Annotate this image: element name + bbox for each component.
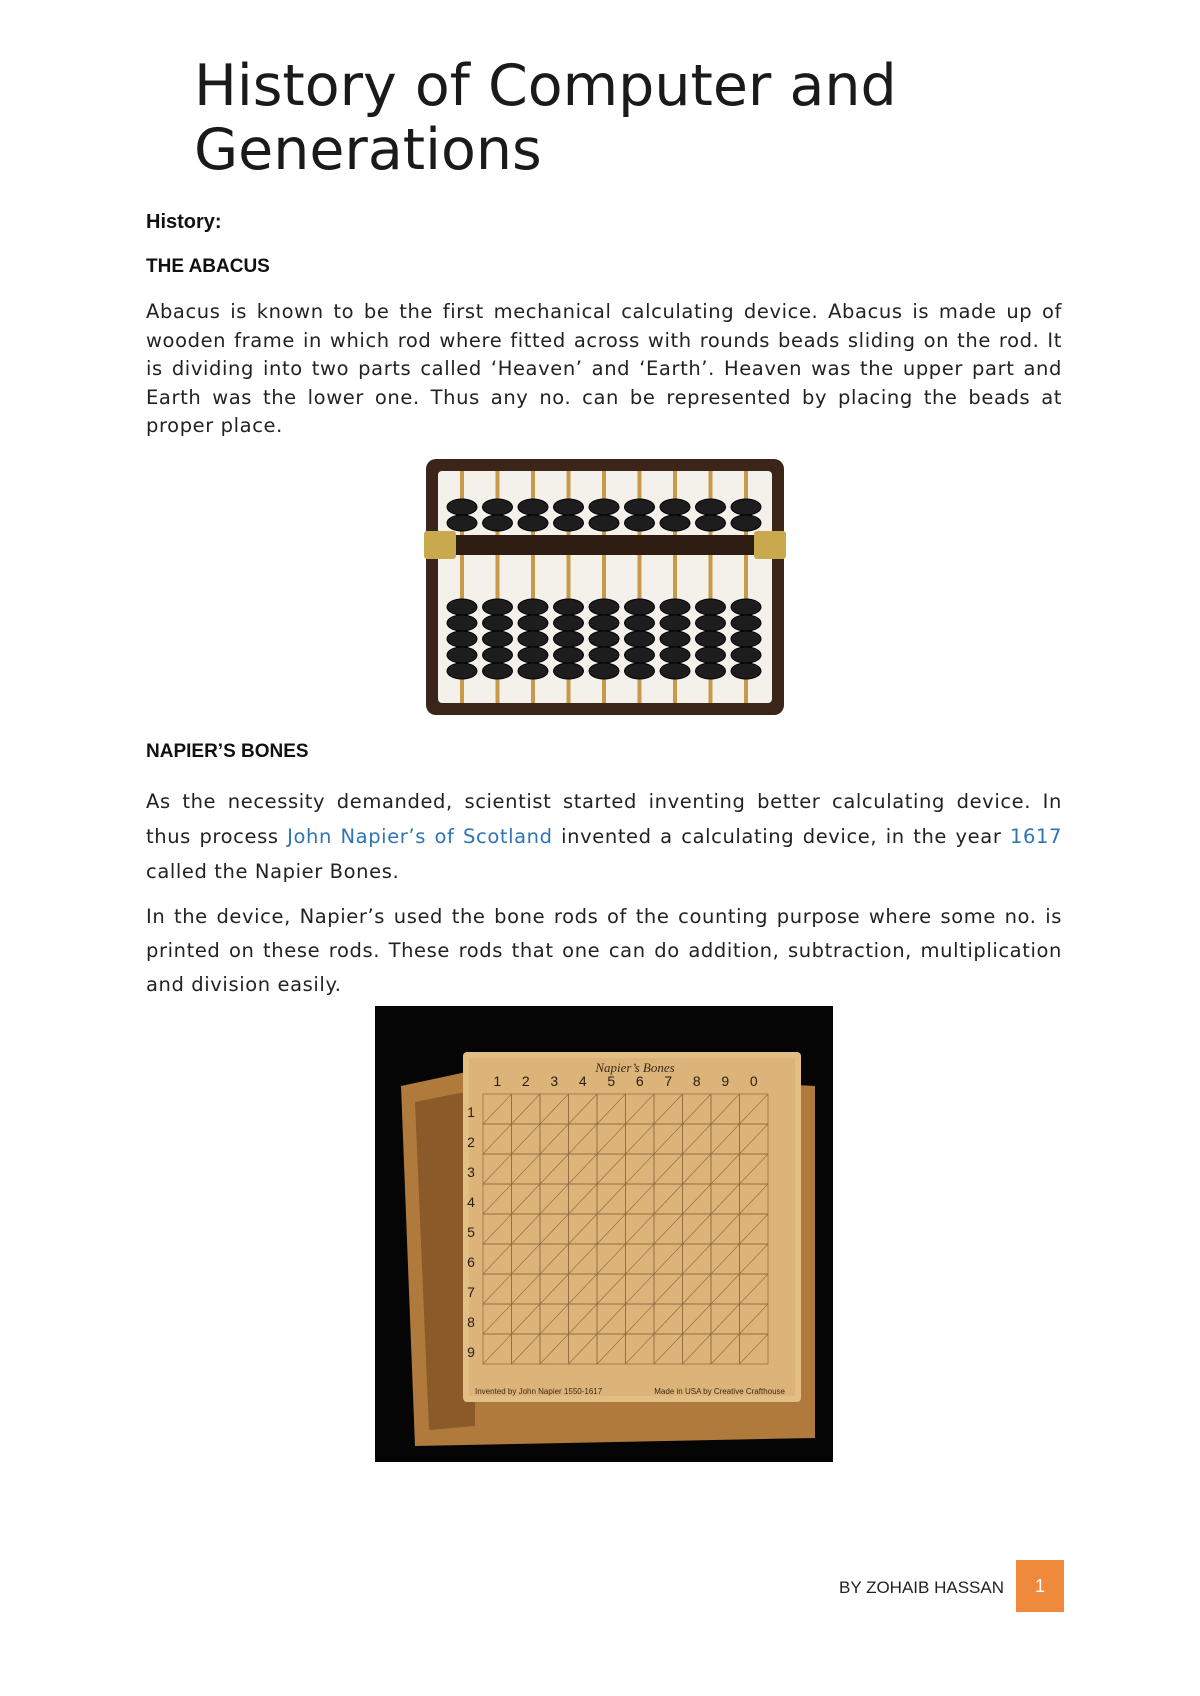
abacus-bead — [518, 599, 548, 615]
napier-column-digit: 4 — [578, 1073, 587, 1089]
john-napier-link[interactable]: John Napier’s of Scotland — [287, 825, 553, 848]
abacus-bead — [625, 599, 655, 615]
napier-row-digit: 9 — [467, 1344, 475, 1360]
abacus-bead — [447, 515, 477, 531]
abacus-bead — [731, 615, 761, 631]
abacus-bead — [625, 631, 655, 647]
abacus-bead — [696, 631, 726, 647]
abacus-bead — [447, 599, 477, 615]
abacus-bead — [625, 499, 655, 515]
abacus-bead — [660, 499, 690, 515]
abacus-bead — [518, 663, 548, 679]
napier-column-digit: 0 — [749, 1073, 758, 1089]
napier-paragraph-2: In the device, Napier’s used the bone rods of the counting purpose where some no. is printed on these rods. These rods that one can do addition, subtraction, multiplication and division easily. — [146, 905, 1062, 996]
abacus-bead — [660, 663, 690, 679]
abacus-bead — [447, 499, 477, 515]
napier-text-2: invented a calculating device, in the year — [552, 825, 1010, 848]
abacus-heading: THE ABACUS — [146, 256, 270, 277]
napier-column-digit: 6 — [635, 1073, 644, 1089]
abacus-bead — [483, 647, 513, 663]
abacus-bead — [625, 615, 655, 631]
napier-column-digit: 3 — [550, 1073, 559, 1089]
napier-column-digit: 1 — [493, 1073, 502, 1089]
napier-text-1: As the necessity demanded, scientist started inventing better calculating device. In thus process — [146, 790, 1062, 848]
abacus-bead — [731, 499, 761, 515]
abacus-image — [424, 457, 786, 717]
abacus-bead — [696, 663, 726, 679]
napier-row-digit: 4 — [467, 1194, 475, 1210]
abacus-bead — [589, 499, 619, 515]
abacus-bead — [554, 663, 584, 679]
abacus-bead — [589, 615, 619, 631]
abacus-bead — [589, 647, 619, 663]
abacus-bead — [696, 599, 726, 615]
abacus-bead — [447, 647, 477, 663]
abacus-bead — [447, 615, 477, 631]
napier-row-digit: 7 — [467, 1284, 475, 1300]
napier-column-digit: 9 — [721, 1073, 730, 1089]
abacus-bead — [483, 631, 513, 647]
document-title: History of Computer and Generations — [194, 53, 897, 183]
abacus-bead — [554, 515, 584, 531]
abacus-bead — [518, 499, 548, 515]
abacus-bead — [554, 499, 584, 515]
napier-paragraph-1 — [146, 784, 1062, 889]
abacus-bead — [731, 631, 761, 647]
abacus-bead — [660, 515, 690, 531]
napier-row-digit: 5 — [467, 1224, 475, 1240]
page-number-badge: 1 — [1016, 1560, 1064, 1612]
abacus-bead — [589, 599, 619, 615]
abacus-bead — [554, 631, 584, 647]
abacus-bead — [625, 663, 655, 679]
napier-credit-left: Invented by John Napier 1550-1617 — [475, 1387, 603, 1396]
abacus-bead — [696, 615, 726, 631]
abacus-bead — [731, 647, 761, 663]
abacus-bead — [731, 515, 761, 531]
footer-author: BY ZOHAIB HASSAN — [838, 1578, 1004, 1597]
year-1617-link[interactable]: 1617 — [1009, 825, 1063, 848]
abacus-bead — [589, 663, 619, 679]
abacus-bead — [625, 515, 655, 531]
napier-row-digit: 1 — [467, 1104, 475, 1120]
history-label: History: — [146, 211, 222, 233]
abacus-bead — [731, 663, 761, 679]
napier-heading: NAPIER’S BONES — [146, 741, 309, 762]
abacus-bead — [554, 599, 584, 615]
napier-column-digit: 2 — [521, 1073, 530, 1089]
abacus-bead — [660, 599, 690, 615]
abacus-bead — [554, 615, 584, 631]
abacus-bead — [660, 631, 690, 647]
abacus-bead — [696, 499, 726, 515]
napier-row-digit: 3 — [467, 1164, 475, 1180]
napier-row-digit: 2 — [467, 1134, 475, 1150]
abacus-bead — [518, 631, 548, 647]
abacus-bead — [696, 647, 726, 663]
abacus-bead — [731, 599, 761, 615]
abacus-paragraph: Abacus is known to be the first mechanical calculating device. Abacus is made up of wooden frame in which rod where fitted across with rounds beads sliding on the rod. It is dividing into two parts called ‘Heaven’ and ‘Earth’. Heaven was the upper part and Earth was the lower one. Thus any no. can be represented by placing the beads at proper place. — [146, 300, 1062, 437]
abacus-bead — [483, 515, 513, 531]
napier-column-digit: 8 — [692, 1073, 701, 1089]
abacus-bead — [660, 615, 690, 631]
napier-text-3: called the Napier Bones. — [146, 860, 400, 883]
abacus-bead — [483, 599, 513, 615]
abacus-bead — [518, 647, 548, 663]
abacus-bead — [625, 647, 655, 663]
abacus-bead — [483, 663, 513, 679]
abacus-bead — [483, 499, 513, 515]
napier-credit-right: Made in USA by Creative Crafthouse — [654, 1387, 785, 1396]
napier-bones-image — [375, 1006, 833, 1462]
abacus-bead — [554, 647, 584, 663]
abacus-bead — [589, 631, 619, 647]
abacus-bead — [483, 615, 513, 631]
abacus-bead — [447, 663, 477, 679]
abacus-bead — [447, 631, 477, 647]
napier-column-digit: 7 — [664, 1073, 673, 1089]
abacus-bead — [518, 515, 548, 531]
abacus-bead — [589, 515, 619, 531]
napier-row-digit: 8 — [467, 1314, 475, 1330]
abacus-bead — [696, 515, 726, 531]
napier-row-digit: 6 — [467, 1254, 475, 1270]
abacus-bead — [660, 647, 690, 663]
napier-board-title: Napier’s Bones — [595, 1060, 675, 1075]
abacus-bead — [518, 615, 548, 631]
napier-column-digit: 5 — [607, 1073, 616, 1089]
